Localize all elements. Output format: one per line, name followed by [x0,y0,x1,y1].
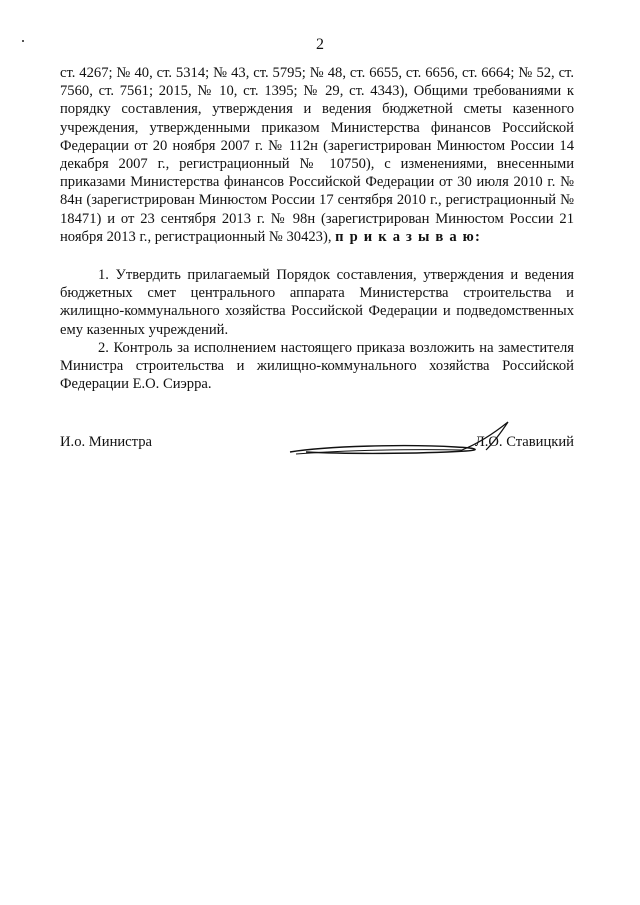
paragraph-gap [60,246,574,266]
page-number: 2 [316,36,324,53]
order-item-2: 2. Контроль за исполнением настоящего приказа возложить на заместителя Министра строительства и жилищно-коммунального хозяйства Российской Федерации Е.О. Сиэрра. [60,339,574,393]
order-word: п р и к а з ы в а ю: [335,228,482,245]
order-item-1: 1. Утвердить прилагаемый Порядок составления, утверждения и ведения бюджетных смет центрального аппарата Министерства строительства и жилищно-коммунального хозяйства Российской Федерации и подведомственных ему казенных учреждений. [60,267,574,338]
paragraph-legal-basis [60,64,574,246]
legal-basis-text: ст. 4267; № 40, ст. 5314; № 43, ст. 5795; № 48, ст. 6655, ст. 6656, ст. 6664; № 52, ст. 7560, ст. 7561; 2015, № 10, ст. 1395; № 29, ст. 4343), Общими требованиями к порядку составления, утверждения и ведения бюджетной сметы казенного учреждения, утвержденными приказом Министерства финансов Российской Федерации от 20 ноября 2007 г. № 112н (зарегистрирован Минюстом России 14 декабря 2007 г., регистрационный № 10750), с изменениями, внесенными приказами Министерства финансов Российской Федерации от 30 июля 2010 г. № 84н (зарегистрирован Минюстом России 17 сентября 2010 г., регистрационный № 18471) и от 23 сентября 2013 г. № 98н (зарегистрирован Минюстом России 21 ноября 2013 г., регистрационный № 30423), [60,65,574,245]
document-body [60,64,574,393]
signature-block [60,426,574,470]
signatory-role: И.о. Министра [60,434,152,450]
signatory-name: Л.О. Ставицкий [474,434,574,450]
